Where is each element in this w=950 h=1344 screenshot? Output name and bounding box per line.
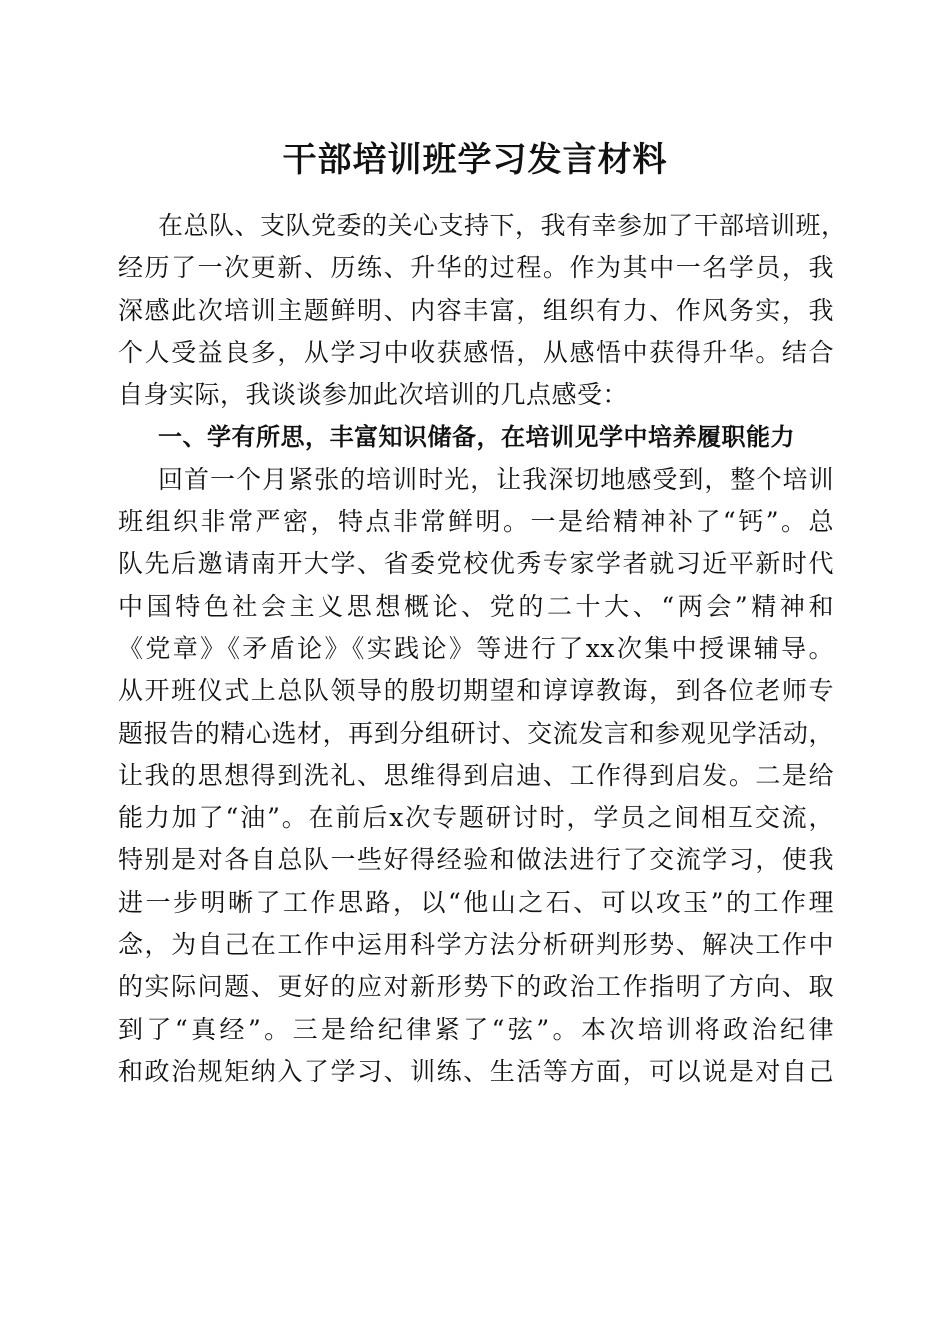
paragraph-line: 的实际问题、更好的应对新形势下的政治工作指明了方向、取 <box>118 972 834 1002</box>
paragraph-line: 让我的思想得到洗礼、思维得到启迪、工作得到启发。二是给 <box>118 760 834 790</box>
document-body <box>118 205 847 1093</box>
section-heading: 一、学有所思，丰富知识储备，在培训见学中培养履职能力 <box>158 423 795 452</box>
paragraph-line: 队先后邀请南开大学、省委党校优秀专家学者就习近平新时代 <box>118 549 834 579</box>
paragraph-line: 中国特色社会主义思想概论、党的二十大、“两会”精神和 <box>118 591 834 621</box>
paragraph-line: 回首一个月紧张的培训时光，让我深切地感受到，整个培训 <box>158 464 834 494</box>
paragraph-line: 进一步明晰了工作思路，以“他山之石、可以攻玉”的工作理 <box>118 887 834 917</box>
paragraph-line: 《党章》《矛盾论》《实践论》等进行了xx次集中授课辅导。 <box>118 633 834 663</box>
paragraph-line: 经历了一次更新、历练、升华的过程。作为其中一名学员，我 <box>118 253 834 283</box>
paragraph-line: 念，为自己在工作中运用科学方法分析研判形势、解决工作中 <box>118 930 834 960</box>
document-title: 干部培训班学习发言材料 <box>282 140 668 180</box>
paragraph-line: 特别是对各自总队一些好得经验和做法进行了交流学习，使我 <box>118 845 834 875</box>
paragraph-line: 自身实际，我谈谈参加此次培训的几点感受： <box>118 380 629 410</box>
paragraph-line: 个人受益良多，从学习中收获感悟，从感悟中获得升华。结合 <box>118 337 834 367</box>
paragraph-line: 在总队、支队党委的关心支持下，我有幸参加了干部培训班， <box>158 211 847 240</box>
paragraph-line: 和政治规矩纳入了学习、训练、生活等方面，可以说是对自己 <box>118 1056 834 1086</box>
paragraph-line: 班组织非常严密，特点非常鲜明。一是给精神补了“钙”。总 <box>118 507 834 537</box>
paragraph-line: 深感此次培训主题鲜明、内容丰富，组织有力、作风务实，我 <box>118 295 834 325</box>
paragraph-line: 从开班仪式上总队领导的殷切期望和谆谆教诲，到各位老师专 <box>118 676 834 706</box>
paragraph-line: 能力加了“油”。在前后x次专题研讨时，学员之间相互交流， <box>118 803 834 833</box>
paragraph-line: 题报告的精心选材，再到分组研讨、交流发言和参观见学活动， <box>118 718 834 748</box>
paragraph-line: 到了“真经”。三是给纪律紧了“弦”。本次培训将政治纪律 <box>118 1014 834 1044</box>
